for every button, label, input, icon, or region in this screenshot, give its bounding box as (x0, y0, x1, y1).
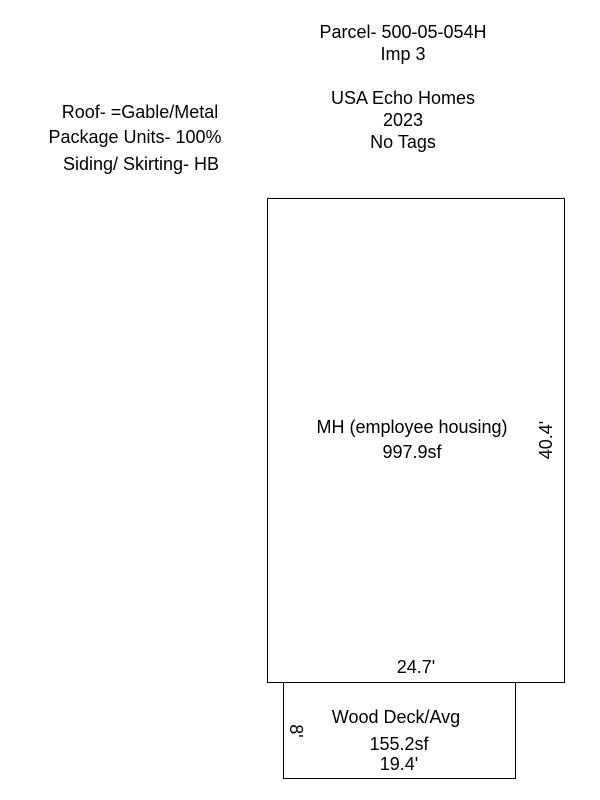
mh-label: MH (employee housing) (316, 417, 508, 437)
mh-length-dimension: 40.4' (536, 420, 556, 460)
deck-depth-dimension: 8' (286, 724, 306, 738)
improvement-number: Imp 3 (380, 44, 426, 64)
roof-note: Roof- =Gable/Metal (61, 102, 219, 122)
tags-status: No Tags (370, 132, 436, 152)
manufacturer: USA Echo Homes (330, 88, 476, 108)
deck-width-dimension: 19.4' (379, 754, 419, 774)
package-units-note: Package Units- 100% (48, 127, 222, 147)
siding-skirting-note: Siding/ Skirting- HB (62, 154, 220, 174)
deck-label: Wood Deck/Avg (331, 707, 461, 727)
model-year: 2023 (382, 110, 424, 130)
deck-area: 155.2sf (369, 734, 429, 754)
mh-width-dimension: 24.7' (396, 657, 436, 677)
parcel-number: Parcel- 500-05-054H (319, 22, 487, 42)
mh-area: 997.9sf (382, 442, 442, 462)
